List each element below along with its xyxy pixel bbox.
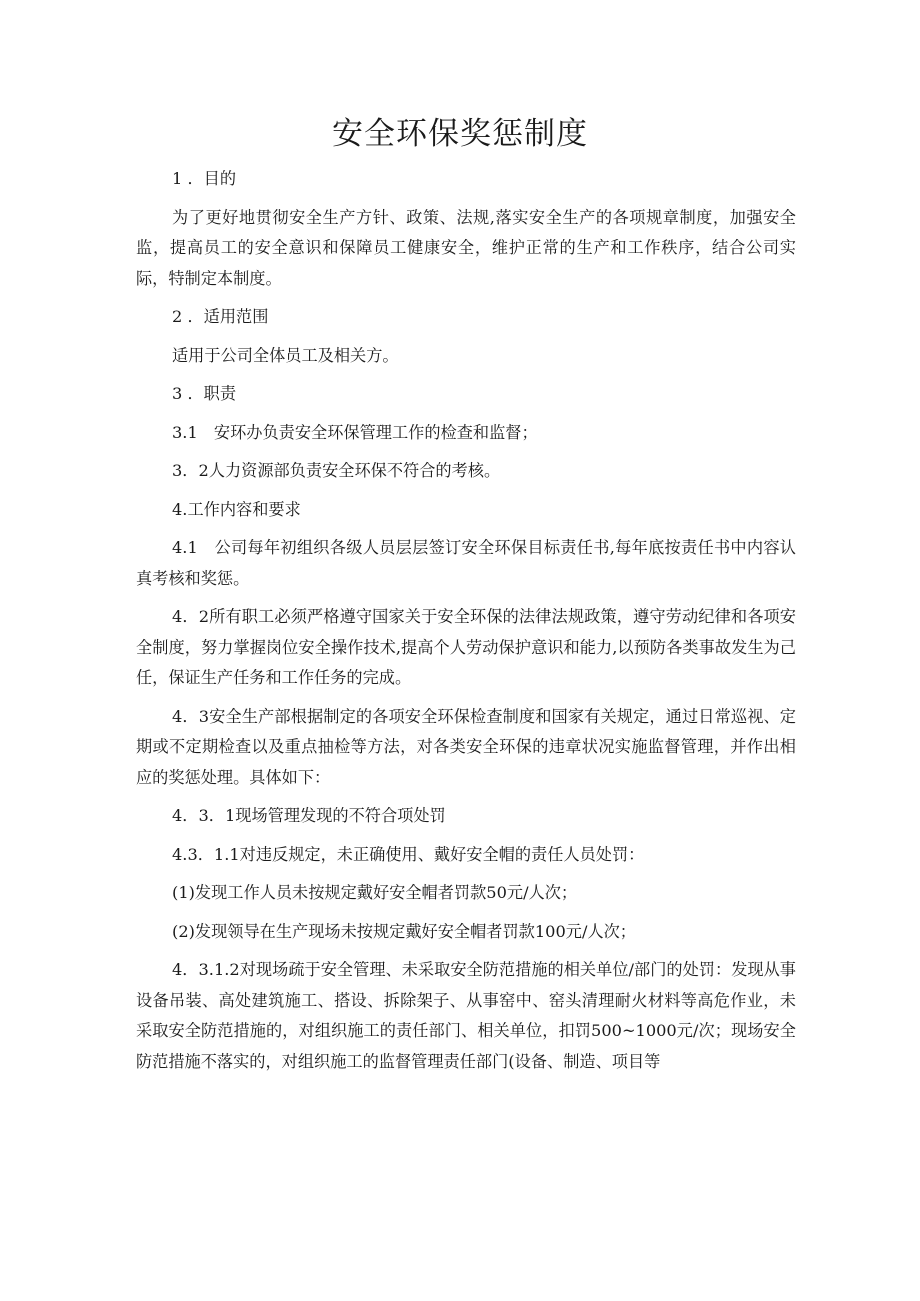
document-body: [136, 164, 796, 1085]
responsibility-3-2: 3．2人力资源部负责安全环保不符合的考核。: [172, 461, 501, 480]
clause-4-3-1-2: 4．3.1.2对现场疏于安全管理、未采取安全防范措施的相关单位/部门的处罚：发现从事设备吊装、高处建筑施工、搭设、拆除架子、从事窑中、窑头清理耐火材料等高危作业，未采取安全防范措施的，对组织施工的责任部门、相关单位，扣罚500~1000元/次；现场安全防范措施不落实的，对组织施工的监督管理责任部门(设备、制造、项目等: [136, 960, 796, 1071]
section-4-heading: 4.工作内容和要求: [172, 499, 301, 519]
clause-4-3-1: 4．3．1现场管理发现的不符合项处罚: [172, 806, 446, 825]
penalty-item-2: (2)发现领导在生产现场未按规定戴好安全帽者罚款100元/人次；: [172, 921, 636, 941]
section-3-heading: 3 ．职责: [172, 384, 237, 403]
responsibility-3-1: 3.1 安环办负责安全环保管理工作的检查和监督；: [172, 422, 538, 442]
penalty-item-1: (1)发现工作人员未按规定戴好安全帽者罚款50元/人次；: [172, 883, 578, 902]
purpose-paragraph: 为了更好地贯彻安全生产方针、政策、法规,落实安全生产的各项规章制度，加强安全监，提高员工的安全意识和保障员工健康安全，维护正常的生产和工作秩序，结合公司实际，特制定本制度。: [136, 207, 796, 288]
document-title: 安全环保奖惩制度: [332, 116, 588, 152]
section-2-heading: 2 ．适用范围: [172, 307, 269, 326]
clause-4-3-1-1: 4.3．1.1对违反规定，未正确使用、戴好安全帽的责任人员处罚：: [172, 844, 645, 864]
clause-4-1: 4.1 公司每年初组织各级人员层层签订安全环保目标责任书,每年底按责任书中内容认真考核和奖惩。: [136, 538, 796, 588]
clause-4-3: 4．3安全生产部根据制定的各项安全环保检查制度和国家有关规定，通过日常巡视、定期或不定期检查以及重点抽检等方法，对各类安全环保的违章状况实施监督管理，并作出相应的奖惩处理。具体如下：: [136, 706, 796, 787]
section-1-heading: 1 ．目的: [172, 169, 237, 188]
scope-paragraph: 适用于公司全体员工及相关方。: [172, 345, 399, 365]
clause-4-2: 4．2所有职工必须严格遵守国家关于安全环保的法律法规政策，遵守劳动纪律和各项安全制度，努力掌握岗位安全操作技术,提高个人劳动保护意识和能力,以预防各类事故发生为己任，保证生产任务和工作任务的完成。: [136, 607, 796, 687]
